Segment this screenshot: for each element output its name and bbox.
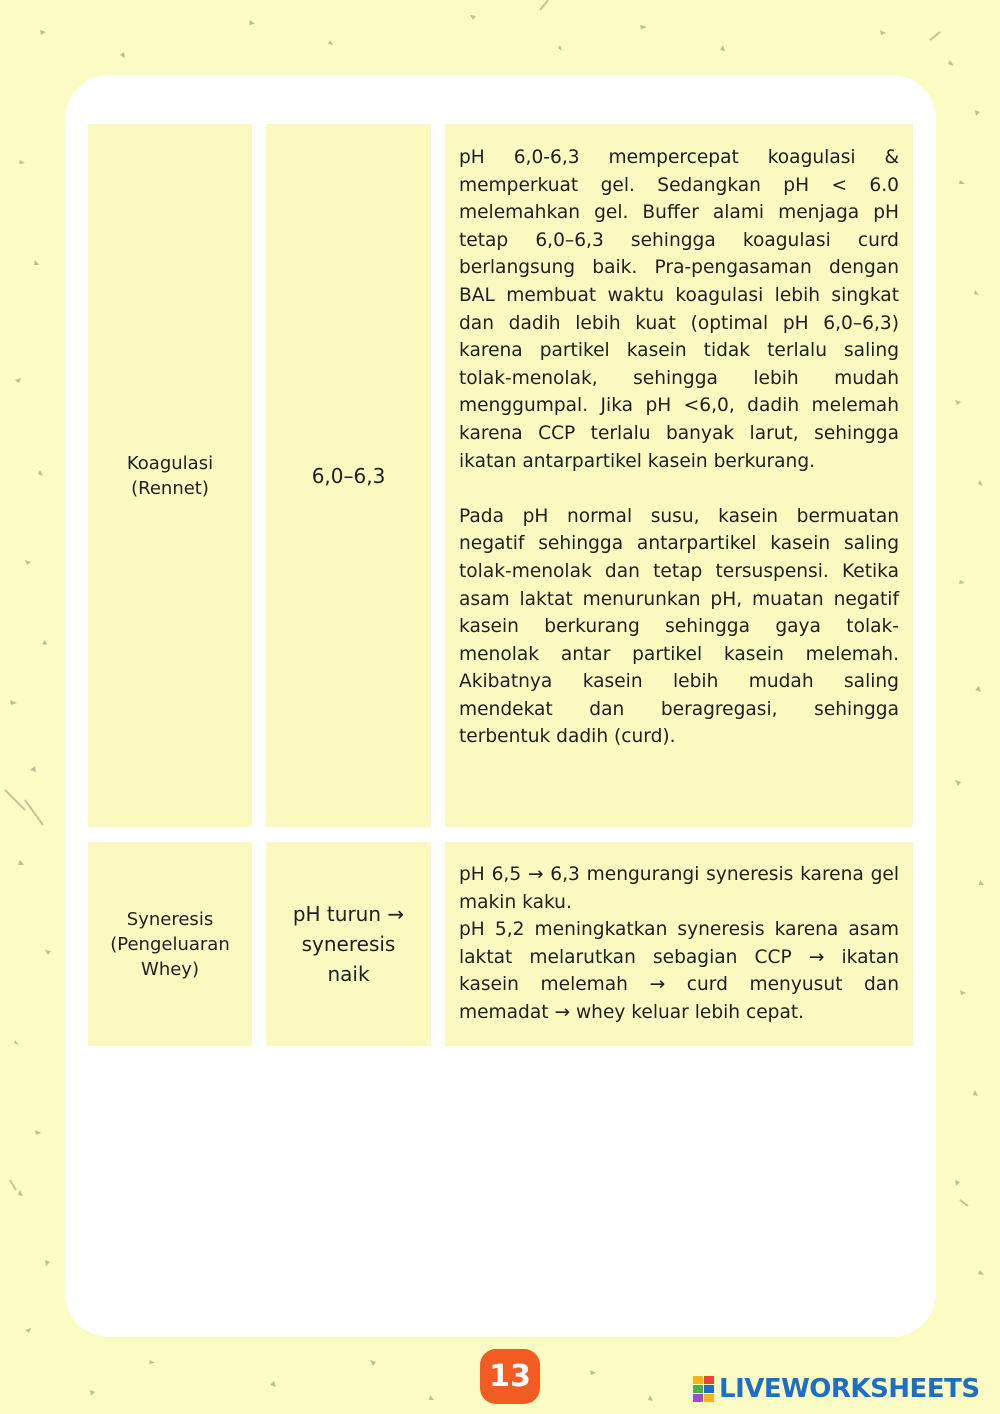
description-cell-koagulasi <box>445 124 913 827</box>
ph-effect: syneresis <box>301 932 396 956</box>
stage-subtitle: (Pengeluaran <box>110 933 230 955</box>
page-number: 13 <box>489 1359 531 1394</box>
stage-name: Koagulasi <box>126 452 214 474</box>
description-cell-syneresis <box>445 842 913 1046</box>
liveworksheets-logo-icon <box>693 1376 715 1402</box>
ph-effect: pH turun → <box>292 902 405 926</box>
ph-cell-koagulasi <box>266 124 431 827</box>
stage-subtitle: Whey) <box>141 958 199 980</box>
stage-cell-koagulasi <box>88 124 252 827</box>
description-paragraph: Pada pH normal susu, kasein bermuatan negatif sehingga antarpartikel kasein saling tolak-menolak dan tetap tersuspensi. Ketika asam laktat menurunkan pH, muatan negatif kasein berkurang sehingga gaya tolak-menolak antar partikel kasein melemah. Akibatnya kasein lebih mudah saling mendekat dan beragregasi, sehingga terbentuk dadih (curd). <box>459 505 899 748</box>
stage-name: Syneresis <box>126 908 214 930</box>
liveworksheets-brand[interactable] <box>693 1374 980 1404</box>
page-number-badge <box>480 1349 540 1404</box>
stage-subtitle: (Rennet) <box>131 477 209 499</box>
stage-cell-syneresis <box>88 842 252 1046</box>
ph-range: 6,0–6,3 <box>311 463 386 488</box>
description-paragraph: pH 6,5 → 6,3 mengurangi syneresis karena gel makin kaku. <box>459 864 899 913</box>
ph-cell-syneresis <box>266 842 431 1046</box>
brand-name: LIVEWORKSHEETS <box>719 1374 980 1404</box>
ph-effect: naik <box>327 962 370 986</box>
description-paragraph: pH 5,2 meningkatkan syneresis karena asam laktat melarutkan sebagian CCP → ikatan kasein melemah → curd menyusut dan memadat → whey keluar lebih cepat. <box>459 919 899 1023</box>
description-paragraph: pH 6,0-6,3 mempercepat koagulasi & memperkuat gel. Sedangkan pH < 6.0 melemahkan gel. Buffer alami menjaga pH tetap 6,0–6,3 sehingga koagulasi curd berlangsung baik. Pra-pengasaman dengan BAL membuat waktu koagulasi lebih singkat dan dadih lebih kuat (optimal pH 6,0–6,3) karena partikel kasein tidak terlalu saling tolak-menolak, sehingga lebih mudah menggumpal. Jika pH <6,0, dadih melemah karena CCP terlalu banyak larut, sehingga ikatan antarpartikel kasein berkurang. <box>459 147 899 472</box>
